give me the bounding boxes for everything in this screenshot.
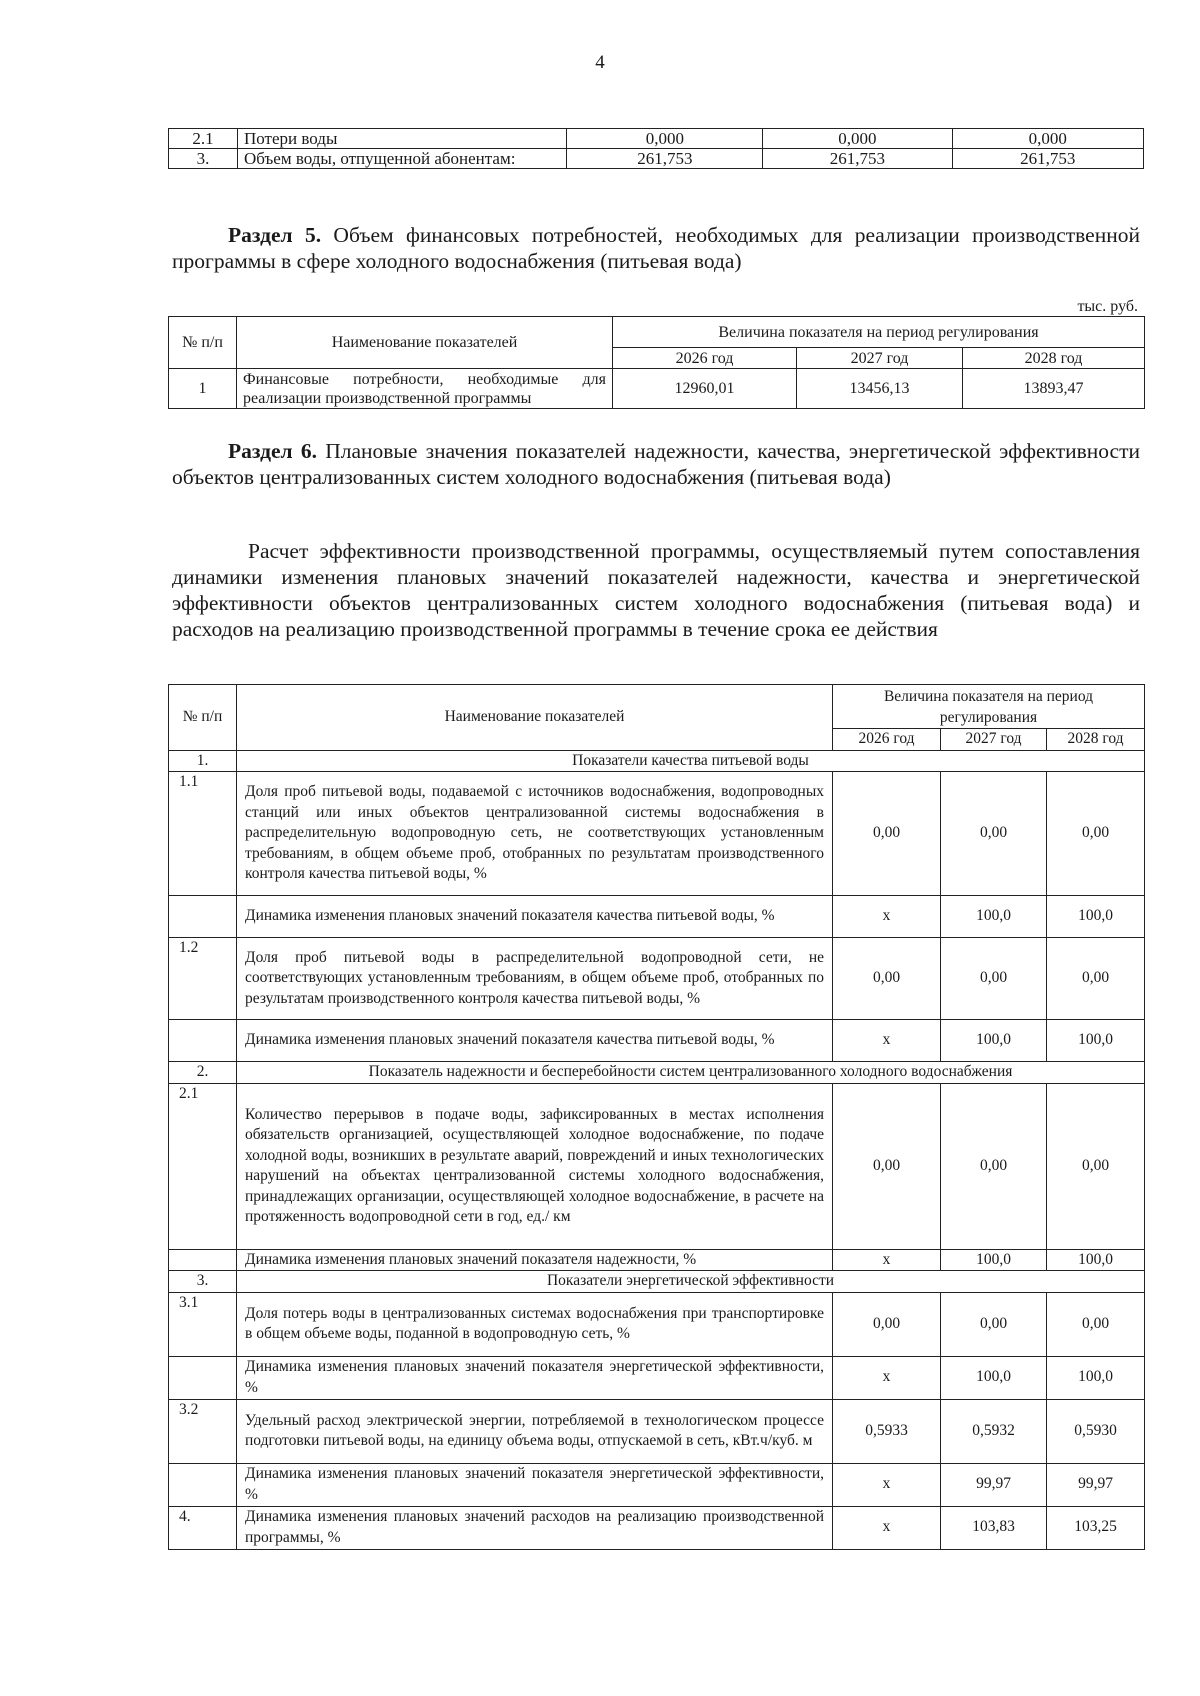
page-number: 4 (595, 52, 605, 73)
group-title: Показатели качества питьевой воды (237, 750, 1145, 772)
value-2028: 0,000 (952, 129, 1143, 149)
value-2026: 0,00 (833, 938, 941, 1020)
group-row (169, 1062, 1145, 1084)
table-row (169, 1356, 1145, 1399)
row-number: 1 (169, 369, 237, 409)
header-period: Величина показателя на период регулирования (833, 685, 1145, 729)
group-number: 1. (169, 750, 237, 772)
header-num: № п/п (169, 685, 237, 751)
header-period: Величина показателя на период регулирования (613, 317, 1145, 348)
header-2026: 2026 год (833, 729, 941, 751)
table-row (169, 1083, 1145, 1249)
table-row (169, 129, 1144, 149)
value-2027: 0,00 (941, 772, 1047, 896)
row-name: Динамика изменения плановых значений показателя энергетической эффективности, % (237, 1356, 833, 1399)
group-number: 2. (169, 1062, 237, 1084)
group-number: 3. (169, 1271, 237, 1293)
value-2027: 103,83 (941, 1506, 1047, 1549)
value-2026: х (833, 1249, 941, 1271)
value-2026: 0,5933 (833, 1399, 941, 1463)
header-2028: 2028 год (963, 348, 1145, 369)
value-2026: 12960,01 (613, 369, 797, 409)
row-name: Динамика изменения плановых значений показателя надежности, % (237, 1249, 833, 1271)
section5-label: Раздел 5. (228, 223, 322, 247)
value-2028: 99,97 (1047, 1463, 1145, 1506)
value-2027: 13456,13 (797, 369, 963, 409)
value-2027: 100,0 (941, 896, 1047, 938)
header-2027: 2027 год (941, 729, 1047, 751)
row-name: Количество перерывов в подаче воды, зафиксированных в местах исполнения обязательств организацией, осуществляющей холодное водоснабжение, по подаче холодной воды, возникших в результате аварий, повреждений и иных технологических нарушений на объектах централизованной системы холодного водоснабжения, принадлежащих организации, осуществляющей холодное водоснабжение, в расчете на протяженность водопроводной сети в год, ед./ км (237, 1083, 833, 1249)
table-row (169, 1020, 1145, 1062)
value-2027: 0,000 (763, 129, 952, 149)
value-2026: х (833, 896, 941, 938)
header-name: Наименование показателей (237, 317, 613, 369)
value-2026: 0,000 (567, 129, 763, 149)
row-name: Доля проб питьевой воды в распределительной водопроводной сети, не соответствующих установленным требованиям, в общем объеме проб, отобранных по результатам производственного контроля качества питьевой воды, % (237, 938, 833, 1020)
value-2027: 0,00 (941, 938, 1047, 1020)
value-2028: 0,00 (1047, 938, 1145, 1020)
value-2027: 100,0 (941, 1020, 1047, 1062)
value-2028: 0,00 (1047, 1083, 1145, 1249)
header-2026: 2026 год (613, 348, 797, 369)
table-row (169, 1249, 1145, 1271)
value-2027: 100,0 (941, 1356, 1047, 1399)
table-row (169, 369, 1145, 409)
table-row (169, 772, 1145, 896)
table-header-row (169, 317, 1145, 348)
value-2027: 0,00 (941, 1292, 1047, 1356)
group-title: Показатели энергетической эффективности (237, 1271, 1145, 1293)
group-row (169, 750, 1145, 772)
row-number: 4. (169, 1506, 237, 1549)
value-2026: 261,753 (567, 149, 763, 169)
row-name: Удельный расход электрической энергии, потребляемой в технологическом процессе подготовки питьевой воды, на единицу объема воды, отпускаемой в сеть, кВт.ч/куб. м (237, 1399, 833, 1463)
value-2027: 100,0 (941, 1249, 1047, 1271)
value-2028: 0,00 (1047, 1292, 1145, 1356)
row-name: Динамика изменения плановых значений показателя энергетической эффективности, % (237, 1463, 833, 1506)
financial-needs-table (168, 316, 1145, 409)
table-row (169, 1292, 1145, 1356)
value-2026: х (833, 1020, 941, 1062)
table-row (169, 1399, 1145, 1463)
row-name: Динамика изменения плановых значений расходов на реализацию производственной программы, % (237, 1506, 833, 1549)
row-name: Объем воды, отпущенной абонентам: (238, 149, 567, 169)
value-2028: 103,25 (1047, 1506, 1145, 1549)
header-name: Наименование показателей (237, 685, 833, 751)
table-row (169, 1506, 1145, 1549)
table-row (169, 938, 1145, 1020)
value-2028: 100,0 (1047, 1356, 1145, 1399)
value-2028: 0,00 (1047, 772, 1145, 896)
group-row (169, 1271, 1145, 1293)
unit-label: тыс. руб. (1077, 298, 1138, 315)
value-2026: х (833, 1463, 941, 1506)
row-name: Динамика изменения плановых значений показателя качества питьевой воды, % (237, 896, 833, 938)
section5-heading (172, 222, 1140, 274)
row-number: 2.1 (169, 129, 238, 149)
value-2027: 99,97 (941, 1463, 1047, 1506)
row-number: 3.1 (169, 1292, 237, 1356)
value-2028: 100,0 (1047, 1020, 1145, 1062)
value-2028: 261,753 (952, 149, 1143, 169)
section6-paragraph: Расчет эффективности производственной программы, осуществляемый путем сопоставления динамики изменения плановых значений показателей надежности, качества и энергетической эффективности объектов централизованных систем холодного водоснабжения (питьевая вода) и расходов на реализацию производственной программы в течение срока ее действия (172, 539, 1140, 641)
group-title: Показатель надежности и бесперебойности систем централизованного холодного водоснабжения (237, 1062, 1145, 1084)
value-2027: 261,753 (763, 149, 952, 169)
header-2027: 2027 год (797, 348, 963, 369)
value-2026: х (833, 1356, 941, 1399)
row-name: Доля потерь воды в централизованных системах водоснабжения при транспортировке в общем объеме воды, поданной в водопроводную сеть, % (237, 1292, 833, 1356)
section6-label: Раздел 6. (228, 439, 317, 463)
value-2028: 100,0 (1047, 896, 1145, 938)
value-2028: 100,0 (1047, 1249, 1145, 1271)
table-header-row (169, 685, 1145, 729)
section6-heading (172, 438, 1140, 490)
value-2026: 0,00 (833, 772, 941, 896)
section5-title: Объем финансовых потребностей, необходимых для реализации производственной программы в сфере холодного водоснабжения (питьевая вода) (172, 223, 1140, 273)
row-name: Потери воды (238, 129, 567, 149)
row-name: Финансовые потребности, необходимые для реализации производственной программы (237, 369, 613, 409)
value-2027: 0,00 (941, 1083, 1047, 1249)
table-row (169, 1463, 1145, 1506)
section6-title: Плановые значения показателей надежности, качества, энергетической эффективности объектов централизованных систем холодного водоснабжения (питьевая вода) (172, 439, 1141, 489)
value-2026: 0,00 (833, 1292, 941, 1356)
row-number: 1.2 (169, 938, 237, 1020)
value-2027: 0,5932 (941, 1399, 1047, 1463)
row-name: Доля проб питьевой воды, подаваемой с источников водоснабжения, водопроводных станций или иных объектов централизованной системы водоснабжения в распределительную водопроводную сеть, не соответствующих установленным требованиям, в общем объеме проб, отобранных по результатам производственного контроля качества питьевой воды, % (237, 772, 833, 896)
table-row (169, 149, 1144, 169)
value-2026: х (833, 1506, 941, 1549)
value-2028: 0,5930 (1047, 1399, 1145, 1463)
table-row (169, 896, 1145, 938)
value-2026: 0,00 (833, 1083, 941, 1249)
row-number: 3. (169, 149, 238, 169)
header-num: № п/п (169, 317, 237, 369)
row-name: Динамика изменения плановых значений показателя качества питьевой воды, % (237, 1020, 833, 1062)
value-2028: 13893,47 (963, 369, 1145, 409)
row-number: 2.1 (169, 1083, 237, 1249)
row-number: 3.2 (169, 1399, 237, 1463)
water-balance-table (168, 128, 1144, 169)
indicators-table (168, 684, 1145, 1550)
header-2028: 2028 год (1047, 729, 1145, 751)
row-number: 1.1 (169, 772, 237, 896)
